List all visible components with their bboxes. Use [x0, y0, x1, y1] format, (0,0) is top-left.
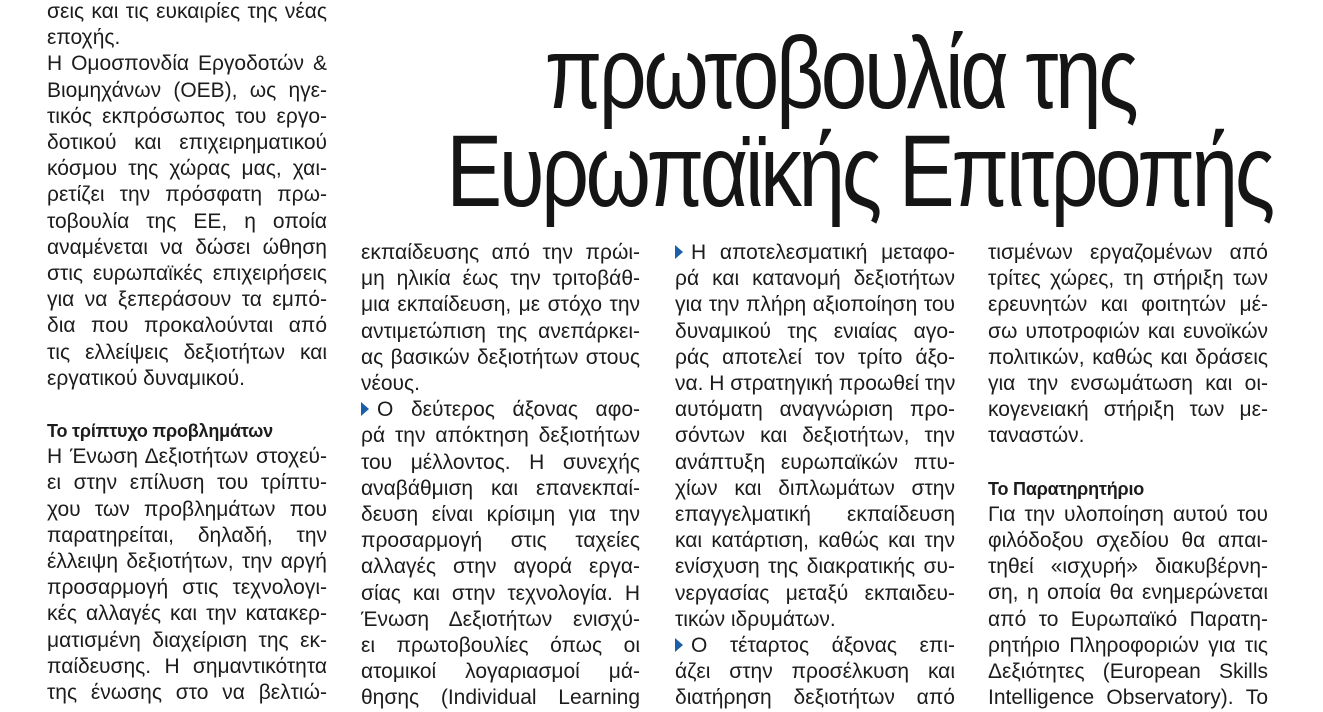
text-line: νεργασίας μεταξύ εκπαιδευ-: [675, 581, 955, 605]
text-line: ματισμένη διαχείριση της εκ-: [47, 628, 327, 652]
text-line: για να ξεπεράσουν τα εμπό-: [47, 288, 327, 312]
text-line: επαγγελματική εκπαίδευση: [675, 503, 955, 527]
text-line: παίδευσης. Η σημαντικότητα: [47, 654, 327, 678]
text-line: ση, η οποία θα ενημερώνεται: [988, 581, 1268, 605]
text-line: αναμένεται να δώσει ώθηση: [47, 235, 327, 259]
paragraph-bullet-icon: [361, 402, 369, 416]
text-line: ταναστών.: [988, 424, 1085, 448]
text-line-content: Η αποτελεσματική μεταφο-: [691, 241, 955, 264]
text-line: ρητήριο Πληροφοριών για τις: [988, 633, 1268, 657]
text-line: μη ηλικία έως την τριτοβάθ-: [361, 267, 640, 291]
text-line: αυτόματη αναγνώριση προ-: [675, 398, 955, 422]
text-line: τηθεί «ισχυρή» διακυβέρνη-: [988, 555, 1268, 579]
text-line: από το Ευρωπαϊκό Παρατη-: [988, 607, 1268, 631]
text-line: προσαρμογή στις ταχείες: [361, 529, 640, 553]
text-line-content: Ο δεύτερος άξονας αφο-: [377, 398, 640, 422]
text-line: ει πρωτοβουλίες όπως οι: [361, 634, 640, 658]
text-line: σίας και στην τεχνολογία. Η: [361, 581, 640, 605]
article-column-2: [361, 240, 640, 712]
text-line: τις ελλείψεις δεξιοτήτων και: [47, 340, 327, 364]
text-line: χίων και διπλωμάτων στην: [675, 476, 955, 500]
text-line: ανάπτυξη ευρωπαϊκών πτυ-: [675, 450, 955, 474]
text-line: κόσμου της χώρας μας, χαι-: [47, 157, 327, 181]
text-line: θησης (Individual Learning: [361, 686, 640, 710]
text-line: ρά και κατανομή δεξιοτήτων: [675, 267, 955, 291]
text-line: νέους.: [361, 372, 420, 396]
text-line: ατομικοί λογαριασμοί μά-: [361, 660, 640, 684]
text-line: τοβουλία της ΕΕ, η οποία: [47, 209, 327, 233]
text-line: εποχής.: [47, 26, 121, 50]
text-line: έλλειψη δεξιοτήτων, την αργή: [47, 550, 327, 574]
text-line: για την πλήρη αξιοποίηση του: [675, 293, 955, 317]
subheading-triptych: Το τρίπτυχο προβλημάτων: [47, 421, 273, 442]
text-line: χου των προβλημάτων που: [47, 497, 327, 521]
text-line: [675, 633, 955, 659]
text-line-content: Ο τέταρτος άξονας επι-: [691, 634, 955, 658]
paragraph-bullet-icon: [675, 245, 683, 259]
text-line: παρατηρείται, δηλαδή, την: [47, 523, 327, 547]
text-line: του μέλλοντος. Η συνεχής: [361, 450, 640, 474]
text-line: Δεξιότητες (European Skills: [988, 660, 1268, 684]
text-line: της ένωσης στο να βελτιώ-: [47, 681, 327, 705]
text-line: Ένωση Δεξιοτήτων ενισχύ-: [361, 607, 640, 631]
text-line: τρίτες χώρες, τη στήριξη των: [988, 267, 1268, 291]
article-headline: [360, 0, 1320, 230]
text-line: δοτικού και επιχειρηματικού: [47, 131, 327, 155]
text-line: ρά την απόκτηση δεξιοτήτων: [361, 424, 640, 448]
text-line: αλλαγές στην αγορά εργα-: [361, 555, 640, 579]
text-line: για την ενσωμάτωση και οι-: [988, 372, 1268, 396]
text-line: προσαρμογή στις τεχνολογι-: [47, 576, 327, 600]
text-line: [361, 397, 640, 423]
text-line: σω υποτροφιών και ευνοϊκών: [988, 319, 1268, 343]
article-column-3: [675, 240, 955, 712]
text-line: τισμένων εργαζομένων από: [988, 241, 1268, 264]
text-line: τικών ιδρυμάτων.: [675, 607, 836, 631]
subheading-observatory: Το Παρατηρητήριο: [988, 478, 1145, 499]
text-line: πολιτικών, καθώς και δράσεις: [988, 345, 1268, 369]
text-line: δευση είναι κρίσιμη για την: [361, 503, 640, 527]
text-line: Βιομηχάνων (ΟΕΒ), ως ηγε-: [47, 78, 327, 102]
text-line: αντιμετώπιση της ανεπάρκει-: [361, 319, 640, 343]
text-line: ερευνητών και φοιτητών μέ-: [988, 293, 1268, 317]
text-line: Η Ομοσπονδία Εργοδοτών &: [47, 52, 327, 76]
text-line: κές αλλαγές και την κατακερ-: [47, 602, 327, 626]
text-line: δυναμικού της ενιαίας αγο-: [675, 319, 955, 343]
text-line: ας βασικών δεξιοτήτων στους: [361, 345, 640, 369]
text-line: Η Ένωση Δεξιοτήτων στοχεύ-: [47, 445, 327, 469]
text-line: σόντων και δεξιοτήτων, την: [675, 424, 955, 448]
text-line: διατήρηση δεξιοτήτων από: [675, 686, 955, 710]
text-line: εκπαίδευσης από την πρώι-: [361, 241, 640, 264]
text-line: αναβάθμιση και επανεκπαί-: [361, 476, 640, 500]
text-line: κογενειακή στήριξη των με-: [988, 398, 1268, 422]
paragraph-bullet-icon: [675, 638, 683, 652]
text-line: ρετίζει την πρόσφατη πρω-: [47, 183, 327, 207]
headline-line-1: πρωτοβουλία της: [544, 16, 1136, 130]
text-line: ει στην επίλυση του τρίπτυ-: [47, 471, 327, 495]
text-line: [675, 240, 955, 266]
text-line: δια που προκαλούνται από: [47, 314, 327, 338]
text-line: ενίσχυση της διακρατικής συ-: [675, 555, 955, 579]
text-line: σεις και τις ευκαιρίες της νέας: [47, 0, 327, 23]
text-line: εργατικού δυναμικού.: [47, 366, 245, 390]
text-line: στις ευρωπαϊκές επιχειρήσεις: [47, 262, 327, 286]
headline-line-2: Ευρωπαϊκής Επιτροπής: [446, 114, 1272, 228]
text-line: Intelligence Observatory). Το: [988, 686, 1268, 710]
text-line: Για την υλοποίηση αυτού του: [988, 502, 1268, 526]
text-line: μια εκπαίδευση, με στόχο την: [361, 293, 640, 317]
text-line: να. Η στρατηγική προωθεί την: [675, 372, 956, 396]
text-line: ράς αποτελεί τον τρίτο άξο-: [675, 345, 955, 369]
text-line: τικός εκπρόσωπος του εργο-: [47, 104, 327, 128]
article-column-4: [988, 240, 1268, 711]
text-line: άζει στην προσέλκυση και: [675, 660, 955, 684]
text-line: φιλόδοξου σχεδίου θα απαι-: [988, 529, 1268, 553]
article-column-1: [47, 0, 327, 706]
text-line: και κατάρτιση, καθώς και την: [675, 529, 955, 553]
